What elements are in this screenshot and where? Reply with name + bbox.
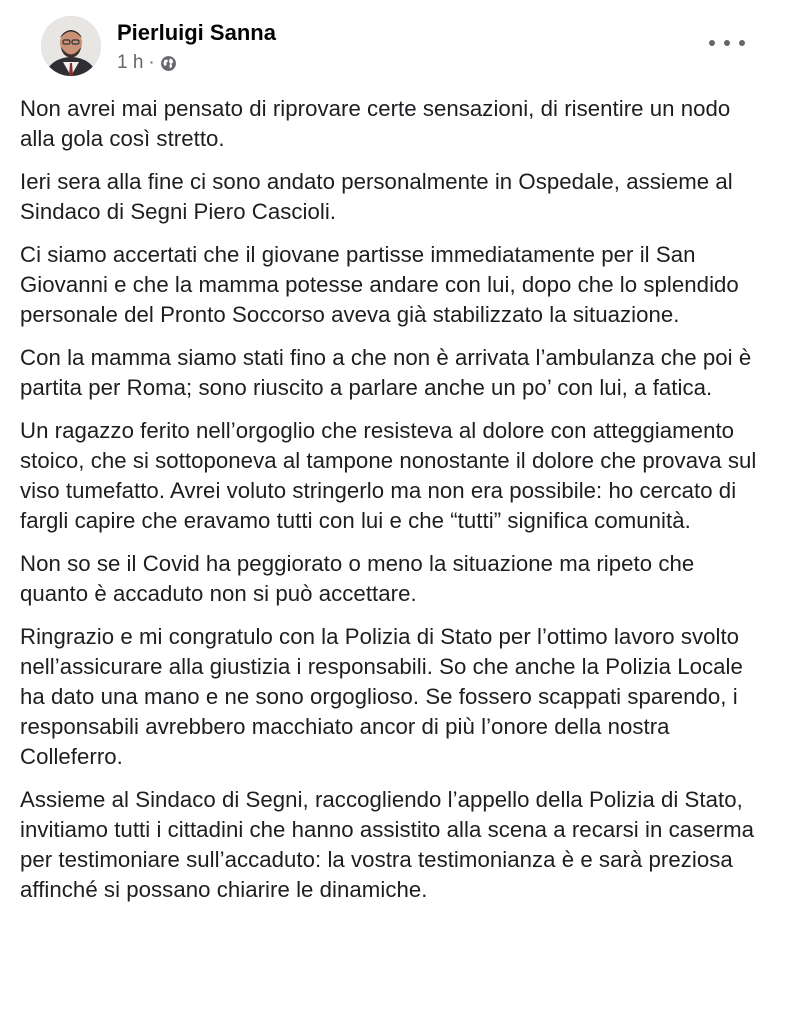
post-paragraph: Con la mamma siamo stati fino a che non è arrivata l’ambulanza che poi è partita per Roma; sono riuscito a parlare anche un po’ con lui, a fatica. xyxy=(20,345,752,400)
post-paragraph: Assieme al Sindaco di Segni, raccogliendo l’appello della Polizia di Stato, invitiamo tutti i cittadini che hanno assistito alla scena a recarsi in caserma per testimoniare sull’accaduto: la vostra testimonianza è e sarà preziosa affinché si possano chiarire le dinamiche. xyxy=(20,787,755,902)
user-avatar-icon xyxy=(41,16,101,76)
post-paragraph: Non avrei mai pensato di riprovare certe sensazioni, di risentire un nodo alla gola così stretto. xyxy=(20,96,731,151)
more-dot xyxy=(739,40,745,46)
meta-separator: · xyxy=(148,52,155,73)
more-dot xyxy=(724,40,730,46)
post-header xyxy=(20,0,765,88)
globe-icon[interactable] xyxy=(160,55,177,72)
more-dot xyxy=(709,40,715,46)
post-paragraph: Un ragazzo ferito nell’orgoglio che resisteva al dolore con atteggiamento stoico, che si sottoponeva al tampone nonostante il dolore che provava sul viso tumefatto. Avrei voluto stringerlo ma non era possibile: ho cercato di fargli capire che eravamo tutti con lui e che “tutti” significa comunità. xyxy=(20,418,757,533)
post-time[interactable]: 1 h xyxy=(117,52,144,73)
post-paragraph: Ringrazio e mi congratulo con la Polizia di Stato per l’ottimo lavoro svolto nell’assicurare alla giustizia i responsabili. So che anche la Polizia Locale ha dato una mano e ne sono orgoglioso. Se fossero scappati sparendo, i responsabili avrebbero macchiato ancor di più l’onore della nostra Colleferro. xyxy=(20,624,743,769)
post-body xyxy=(20,94,765,905)
post-paragraph: Ieri sera alla fine ci sono andato personalmente in Ospedale, assieme al Sindaco di Segni Piero Cascioli. xyxy=(20,169,733,224)
author-name[interactable]: Pierluigi Sanna xyxy=(117,20,276,45)
post-paragraph: Ci siamo accertati che il giovane partisse immediatamente per il San Giovanni e che la mamma potesse andare con lui, dopo che lo splendido personale del Pronto Soccorso aveva già stabilizzato la situazione. xyxy=(20,242,739,327)
post-paragraph: Non so se il Covid ha peggiorato o meno la situazione ma ripeto che quanto è accaduto non si può accettare. xyxy=(20,551,695,606)
author-avatar[interactable] xyxy=(41,16,101,76)
post-meta xyxy=(117,52,177,74)
more-options-icon[interactable] xyxy=(709,32,745,54)
